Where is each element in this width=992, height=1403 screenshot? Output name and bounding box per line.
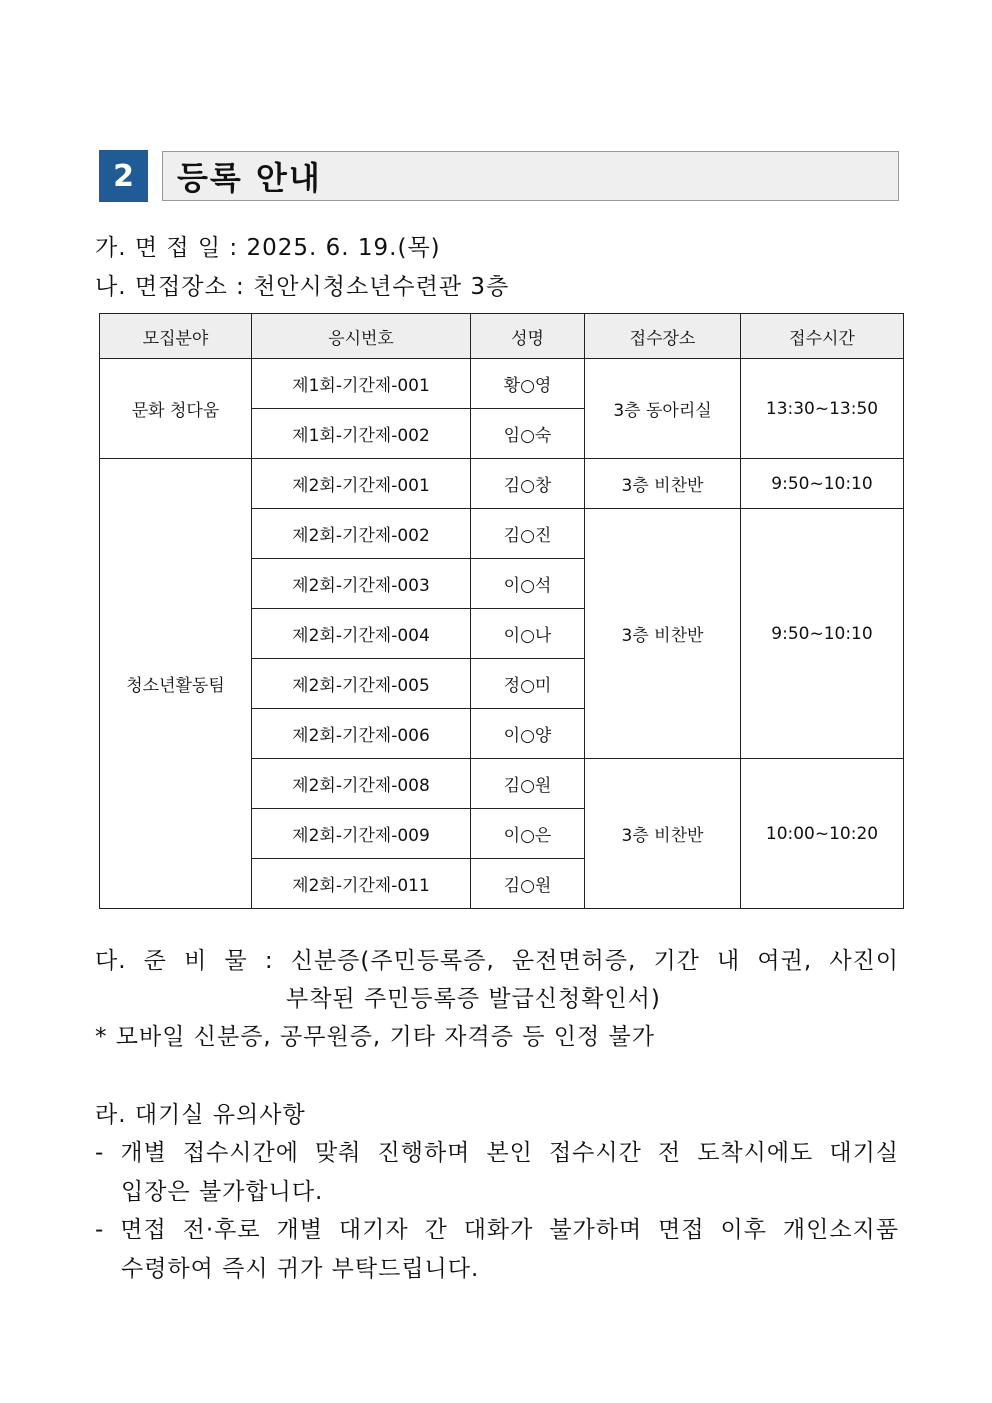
prep-line-1: 다. 준 비 물 : 신분증(주민등록증, 운전면허증, 기간 내 여권, 사진이 xyxy=(95,948,899,974)
field-cell: 청소년활동팀 xyxy=(100,459,252,909)
table-row xyxy=(100,459,904,509)
section-header xyxy=(99,150,899,202)
applicant-number-cell: 제1회-기간제-001 xyxy=(252,359,471,409)
section-title: 등록 안내 xyxy=(177,159,322,197)
name-cell: 김○진 xyxy=(471,509,585,559)
header-name: 성명 xyxy=(471,314,585,359)
name-cell: 황○영 xyxy=(471,359,585,409)
place-cell: 3층 비찬반 xyxy=(585,459,741,509)
time-cell: 10:00~10:20 xyxy=(741,759,904,909)
place-cell: 3층 동아리실 xyxy=(585,359,741,459)
header-place: 접수장소 xyxy=(585,314,741,359)
name-cell: 정○미 xyxy=(471,659,585,709)
waiting-item-1-line-1: - 개별 접수시간에 맞춰 진행하며 본인 접수시간 전 도착시에도 대기실 xyxy=(95,1140,899,1166)
place-cell: 3층 비찬반 xyxy=(585,509,741,759)
section-number-badge: 2 xyxy=(99,150,148,202)
applicant-number-cell: 제2회-기간제-005 xyxy=(252,659,471,709)
table-row xyxy=(100,359,904,409)
time-cell: 13:30~13:50 xyxy=(741,359,904,459)
header-time: 접수시간 xyxy=(741,314,904,359)
header-applicant-number: 응시번호 xyxy=(252,314,471,359)
applicant-number-cell: 제2회-기간제-008 xyxy=(252,759,471,809)
waiting-title: 라. 대기실 유의사항 xyxy=(95,1102,306,1128)
field-cell: 문화 청다움 xyxy=(100,359,252,459)
applicant-number-cell: 제2회-기간제-006 xyxy=(252,709,471,759)
prep-line-2: 부착된 주민등록증 발급신청확인서) xyxy=(286,986,661,1012)
name-cell: 이○나 xyxy=(471,609,585,659)
name-cell: 김○원 xyxy=(471,859,585,909)
applicant-number-cell: 제2회-기간제-003 xyxy=(252,559,471,609)
waiting-item-2-line-2: 수령하여 즉시 귀가 부탁드립니다. xyxy=(121,1256,480,1282)
name-cell: 임○숙 xyxy=(471,409,585,459)
applicant-number-cell: 제2회-기간제-004 xyxy=(252,609,471,659)
waiting-item-2-line-1: - 면접 전·후로 개별 대기자 간 대화가 불가하며 면접 이후 개인소지품 xyxy=(95,1217,899,1243)
waiting-item-1-line-2: 입장은 불가합니다. xyxy=(121,1179,324,1205)
interview-place-line: 나. 면접장소 : 천안시청소년수련관 3층 xyxy=(95,274,510,300)
name-cell: 김○창 xyxy=(471,459,585,509)
applicant-number-cell: 제1회-기간제-002 xyxy=(252,409,471,459)
section-title-box xyxy=(162,151,899,201)
name-cell: 이○양 xyxy=(471,709,585,759)
registration-table xyxy=(99,313,904,909)
time-cell: 9:50~10:10 xyxy=(741,459,904,509)
header-field: 모집분야 xyxy=(100,314,252,359)
name-cell: 이○은 xyxy=(471,809,585,859)
applicant-number-cell: 제2회-기간제-011 xyxy=(252,859,471,909)
name-cell: 김○원 xyxy=(471,759,585,809)
time-cell: 9:50~10:10 xyxy=(741,509,904,759)
applicant-number-cell: 제2회-기간제-002 xyxy=(252,509,471,559)
applicant-number-cell: 제2회-기간제-001 xyxy=(252,459,471,509)
interview-date-line: 가. 면 접 일 : 2025. 6. 19.(목) xyxy=(95,235,441,261)
applicant-number-cell: 제2회-기간제-009 xyxy=(252,809,471,859)
table-header-row xyxy=(100,314,904,359)
place-cell: 3층 비찬반 xyxy=(585,759,741,909)
name-cell: 이○석 xyxy=(471,559,585,609)
prep-note: * 모바일 신분증, 공무원증, 기타 자격증 등 인정 불가 xyxy=(95,1024,655,1050)
